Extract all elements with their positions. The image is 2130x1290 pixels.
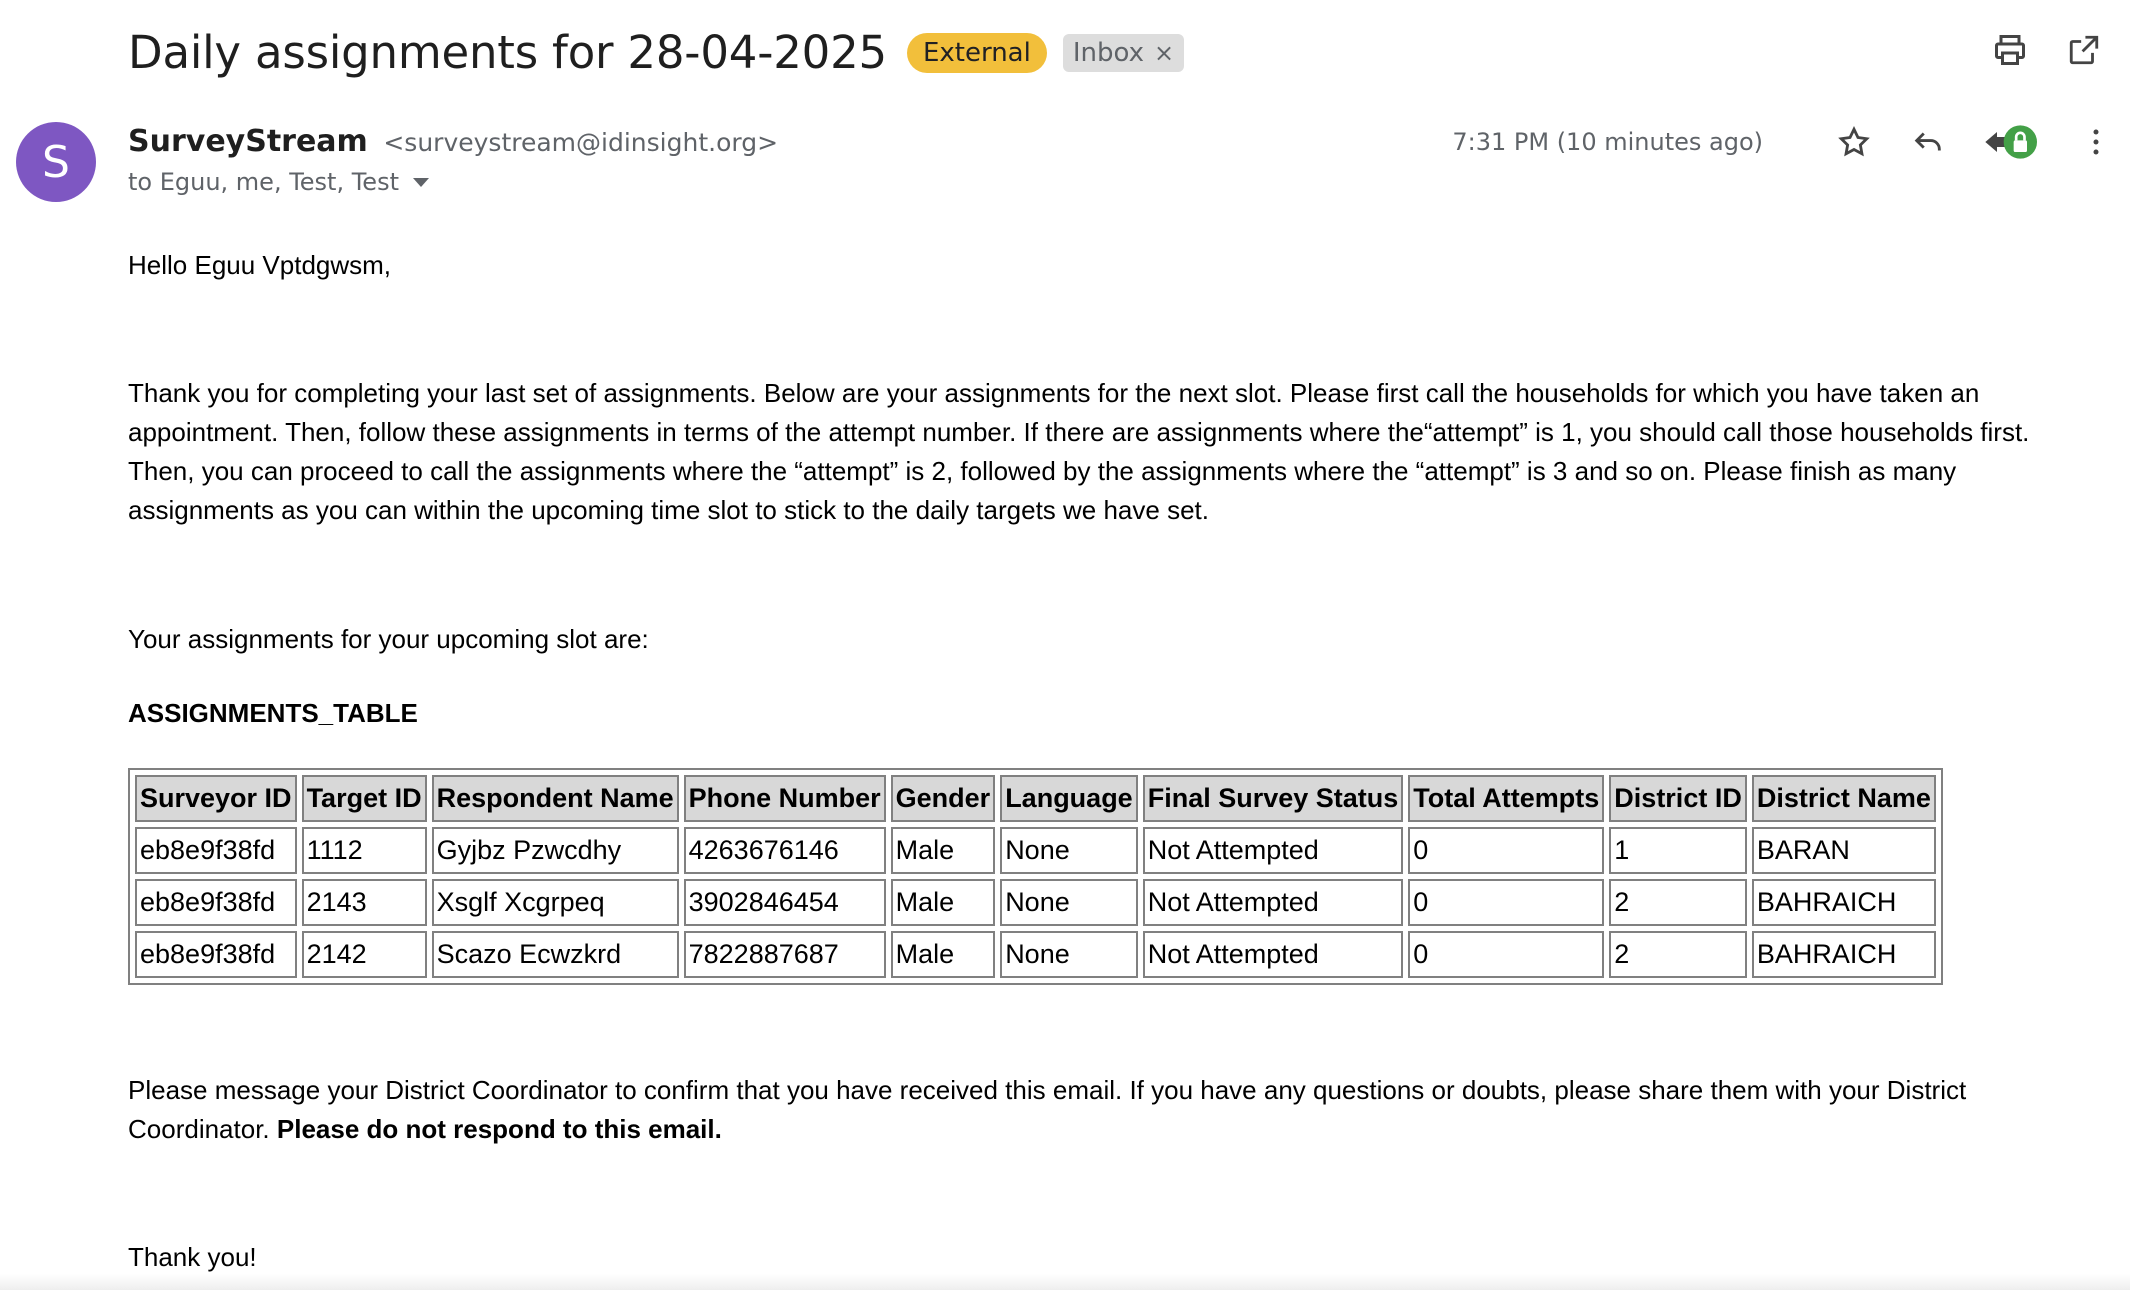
table-cell: Scazo Ecwzkrd (432, 931, 679, 978)
table-row (135, 931, 1936, 978)
table-cell: 1112 (302, 827, 427, 874)
sign-off: Thank you! (128, 1242, 257, 1272)
table-title: ASSIGNMENTS_TABLE (128, 698, 418, 728)
column-header: Final Survey Status (1143, 775, 1404, 822)
column-header: Gender (891, 775, 996, 822)
table-cell: 0 (1408, 931, 1604, 978)
email-subject: Daily assignments for 28-04-2025 (128, 26, 887, 79)
recipients-text: to Eguu, me, Test, Test (128, 168, 399, 196)
sender-avatar[interactable]: S (16, 122, 96, 202)
table-cell: None (1000, 931, 1138, 978)
table-cell: BAHRAICH (1752, 879, 1936, 926)
table-cell: None (1000, 827, 1138, 874)
inbox-label-text: Inbox (1072, 37, 1144, 68)
table-cell: 2 (1609, 879, 1747, 926)
forward-locked-icon[interactable] (1982, 122, 2042, 162)
column-header: Language (1000, 775, 1138, 822)
inbox-label[interactable] (1063, 34, 1184, 72)
column-header: Surveyor ID (135, 775, 297, 822)
star-icon[interactable] (1834, 122, 1874, 162)
table-cell: eb8e9f38fd (135, 931, 297, 978)
table-cell: 0 (1408, 827, 1604, 874)
table-cell: eb8e9f38fd (135, 827, 297, 874)
table-cell: 0 (1408, 879, 1604, 926)
table-cell: 1 (1609, 827, 1747, 874)
table-row (135, 879, 1936, 926)
table-cell: 2143 (302, 879, 427, 926)
message-actions (1834, 122, 2116, 162)
table-cell: 4263676146 (684, 827, 886, 874)
table-cell: eb8e9f38fd (135, 879, 297, 926)
table-cell: None (1000, 879, 1138, 926)
external-label: External (907, 33, 1047, 73)
assignments-intro: Your assignments for your upcoming slot are: (128, 624, 649, 654)
closing-paragraph (128, 1071, 2048, 1149)
column-header: Phone Number (684, 775, 886, 822)
column-header: District ID (1609, 775, 1747, 822)
table-cell: 2142 (302, 931, 427, 978)
table-cell: 7822887687 (684, 931, 886, 978)
table-cell: BAHRAICH (1752, 931, 1936, 978)
sender-name[interactable]: SurveyStream (128, 124, 368, 159)
subject-row (128, 26, 1184, 79)
table-cell: Male (891, 827, 996, 874)
column-header: District Name (1752, 775, 1936, 822)
message-timestamp: 7:31 PM (10 minutes ago) (1452, 128, 1763, 156)
greeting: Hello Eguu Vptdgwsm, (128, 250, 392, 280)
table-cell: Not Attempted (1143, 879, 1404, 926)
sender-line (128, 124, 778, 159)
table-header-row (135, 775, 1936, 822)
table-cell: Male (891, 931, 996, 978)
table-row (135, 827, 1936, 874)
remove-label-icon[interactable]: × (1153, 38, 1175, 67)
print-icon[interactable] (1990, 30, 2030, 70)
thread-toolbar (1990, 30, 2104, 70)
more-options-icon[interactable] (2076, 122, 2116, 162)
reply-icon[interactable] (1908, 122, 1948, 162)
closing-text: Please message your District Coordinator to confirm that you have received this email. If you have any questions or doubts, please share them with your District Coordinator. (128, 1075, 1967, 1144)
assignments-table (128, 768, 1943, 985)
open-in-new-window-icon[interactable] (2064, 30, 2104, 70)
sender-email: <surveystream@idinsight.org> (383, 128, 779, 157)
table-cell: Gyjbz Pzwcdhy (432, 827, 679, 874)
table-cell: 3902846454 (684, 879, 886, 926)
column-header: Respondent Name (432, 775, 679, 822)
do-not-respond-notice: Please do not respond to this email. (276, 1114, 722, 1144)
instructions-paragraph: Thank you for completing your last set of assignments. Below are your assignments for the next slot. Please first call the households for which you have taken an appointment. Then, follow these assignments in terms of the attempt number. If there are assignments where the“attempt” is 1, you should call those households first. Then, you can proceed to call the assignments where the “attempt” is 2, followed by the assignments where the “attempt” is 3 and so on. Please finish as many assignments as you can within the upcoming time slot to stick to the daily targets we have set. (128, 378, 2030, 525)
recipients-toggle[interactable] (128, 168, 429, 196)
table-cell: Not Attempted (1143, 931, 1404, 978)
table-cell: BARAN (1752, 827, 1936, 874)
chevron-down-icon[interactable] (413, 178, 429, 187)
column-header: Total Attempts (1408, 775, 1604, 822)
column-header: Target ID (302, 775, 427, 822)
table-cell: 2 (1609, 931, 1747, 978)
bottom-fade (0, 1274, 2130, 1290)
table-cell: Xsglf Xcgrpeq (432, 879, 679, 926)
table-cell: Male (891, 879, 996, 926)
table-cell: Not Attempted (1143, 827, 1404, 874)
